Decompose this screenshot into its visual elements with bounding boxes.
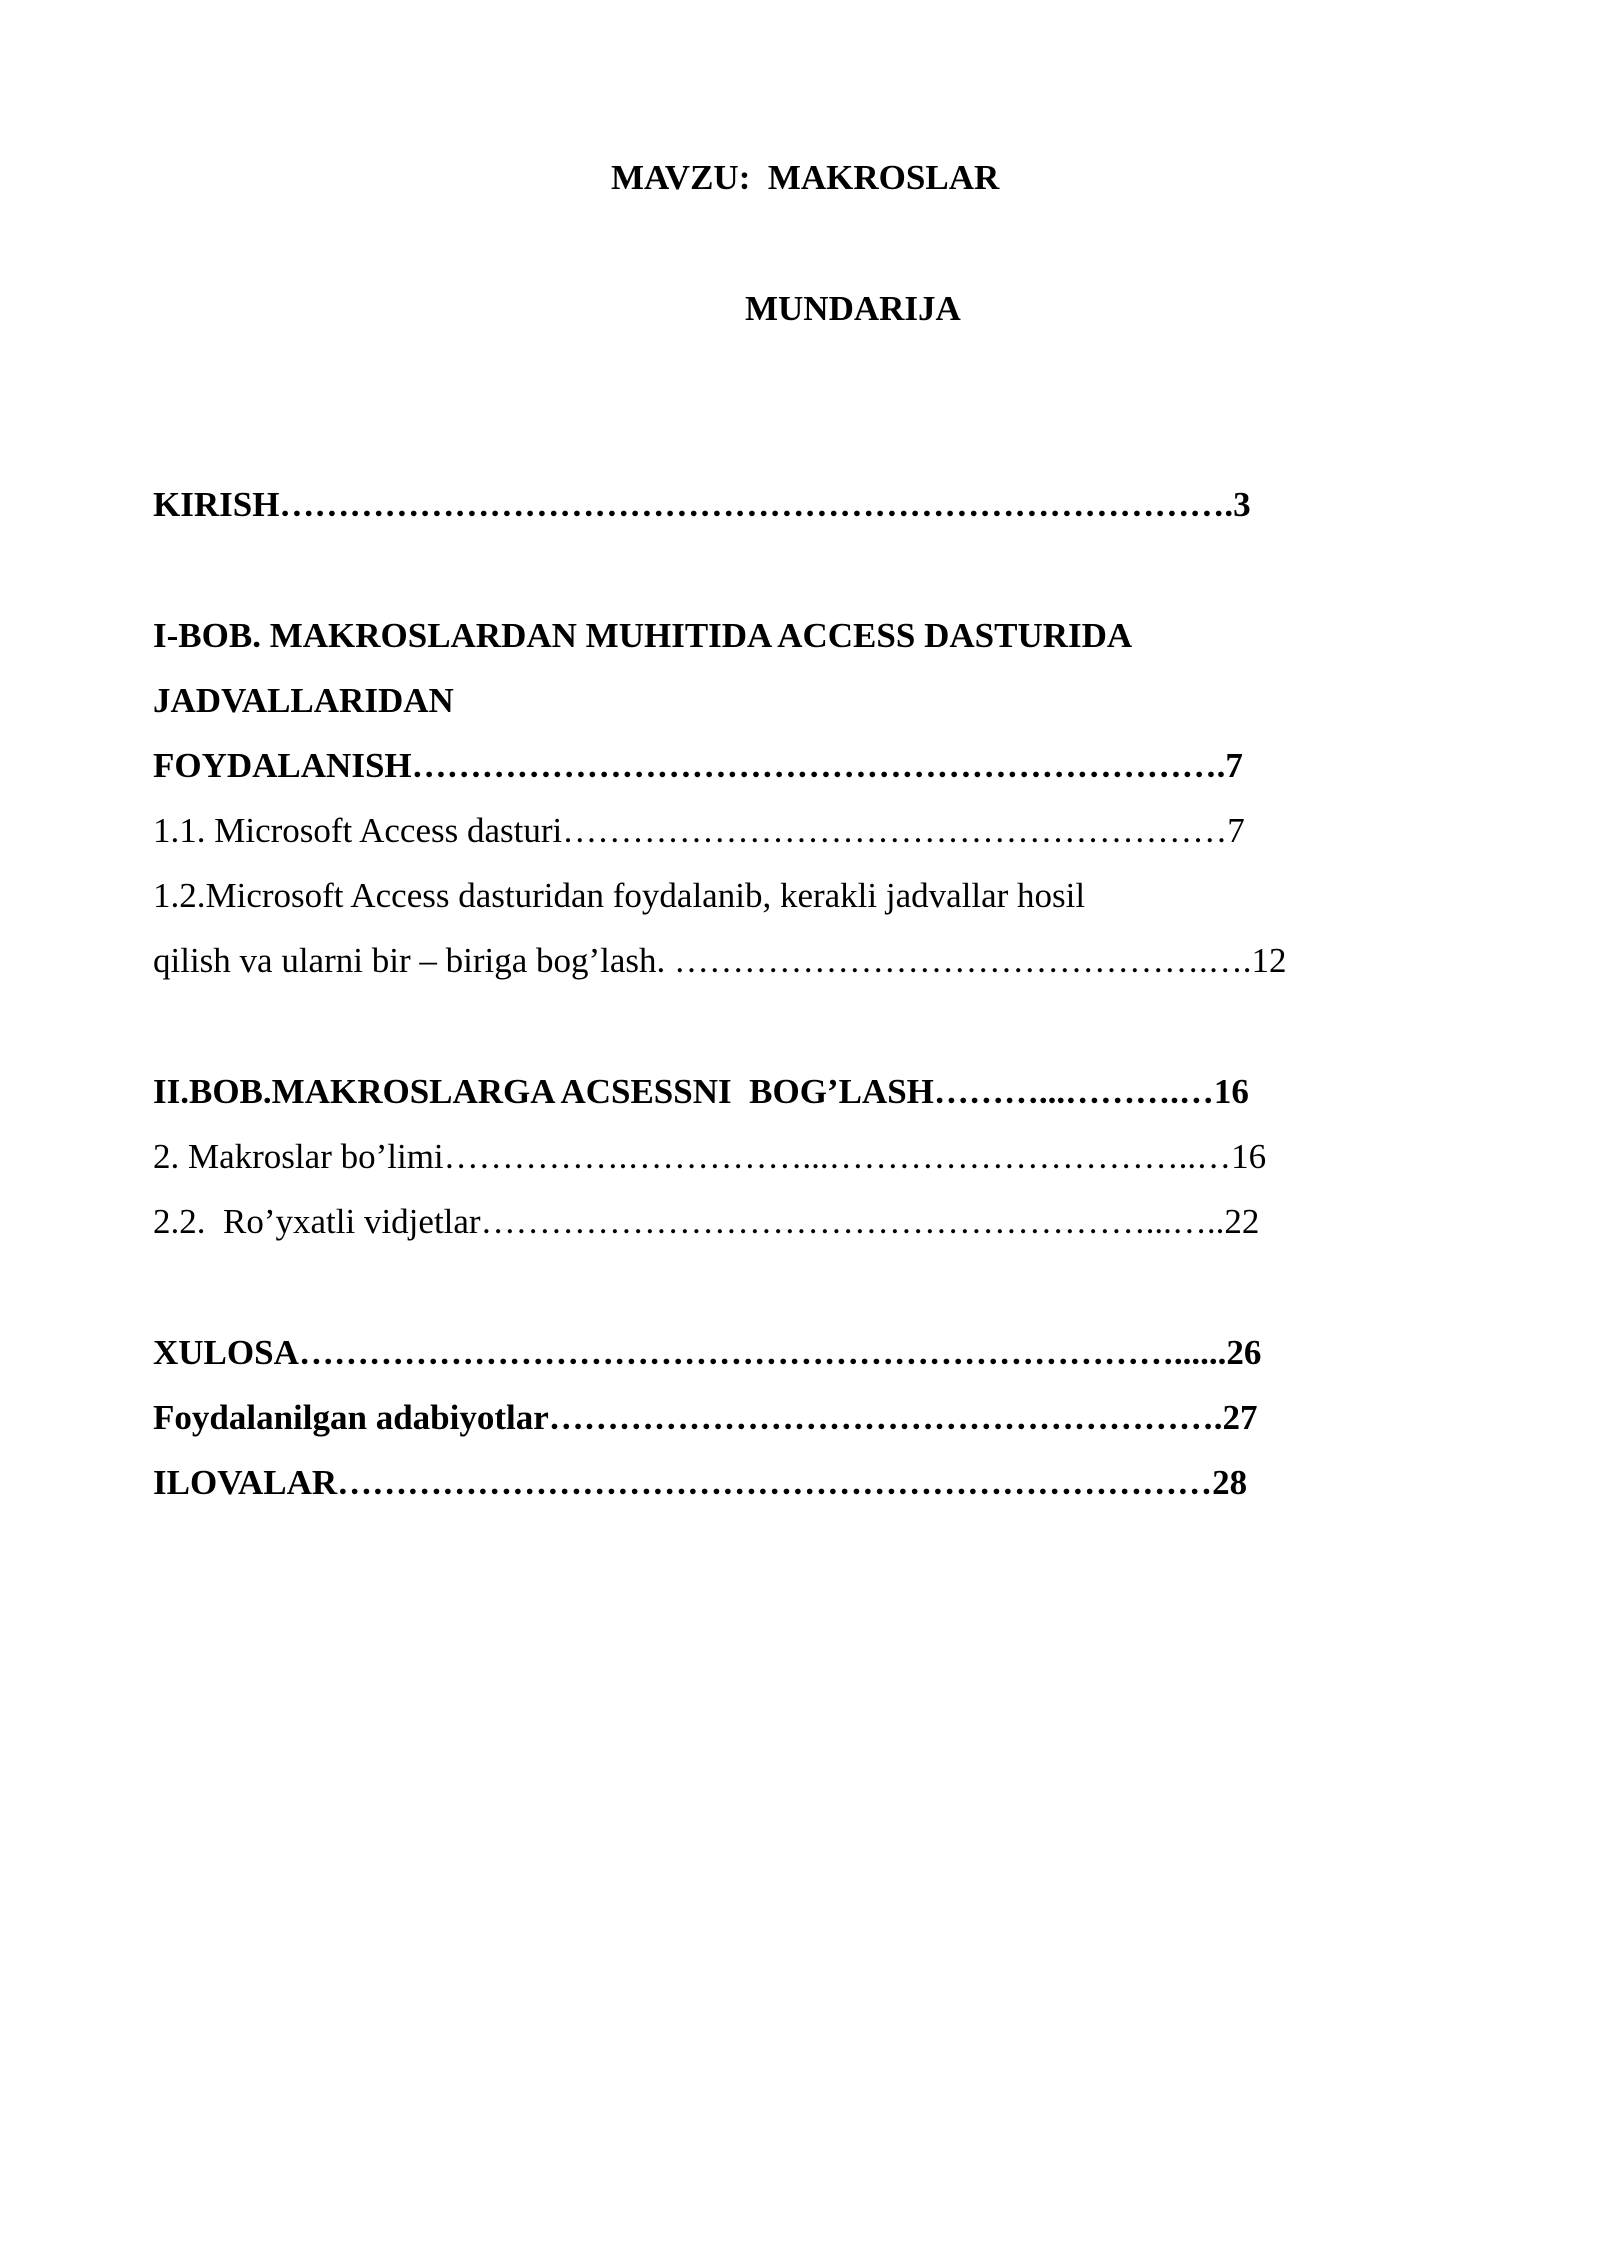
toc-entry-kirish: KIRISH……………………………………………………………………….3	[153, 485, 1251, 524]
toc-entry-xulosa: XULOSA…………………………………………………………………......26	[153, 1333, 1262, 1372]
toc-chapter-2: II.BOB.MAKROSLARGA ACSESSNI BOG’LASH………...……….…16	[153, 1072, 1249, 1111]
toc-chapter-1-line-3: FOYDALANISH…………………………………………………………….7	[153, 746, 1243, 785]
toc-entry-1-2-line-1: 1.2.Microsoft Access dasturidan foydalanib, kerakli jadvallar hosil	[153, 876, 1086, 915]
toc-heading: MUNDARIJA	[745, 289, 961, 328]
toc-entry-1-1: 1.1. Microsoft Access dasturi…………………………………………………7	[153, 811, 1245, 850]
topic-title: MAVZU: MAKROSLAR	[611, 158, 1000, 197]
toc-entry-adabiyotlar: Foydalanilgan adabiyotlar………………………………………………….27	[153, 1398, 1258, 1437]
toc-entry-2: 2. Makroslar bo’limi…………….……………...…………………………..…16	[153, 1137, 1267, 1176]
toc-entry-1-2-line-2: qilish va ularni bir – biriga bog’lash. ……………………………………….….12	[153, 941, 1287, 980]
toc-entry-ilovalar: ILOVALAR…………………………………………………………………28	[153, 1463, 1248, 1502]
toc-chapter-1-line-2: JADVALLARIDAN	[153, 681, 454, 720]
toc-chapter-1-line-1: I-BOB. MAKROSLARDAN MUHITIDA ACCESS DASTURIDA	[153, 616, 1133, 655]
toc-entry-2-2: 2.2. Ro’yxatli vidjetlar…………………………………………………...…..22	[153, 1202, 1260, 1241]
